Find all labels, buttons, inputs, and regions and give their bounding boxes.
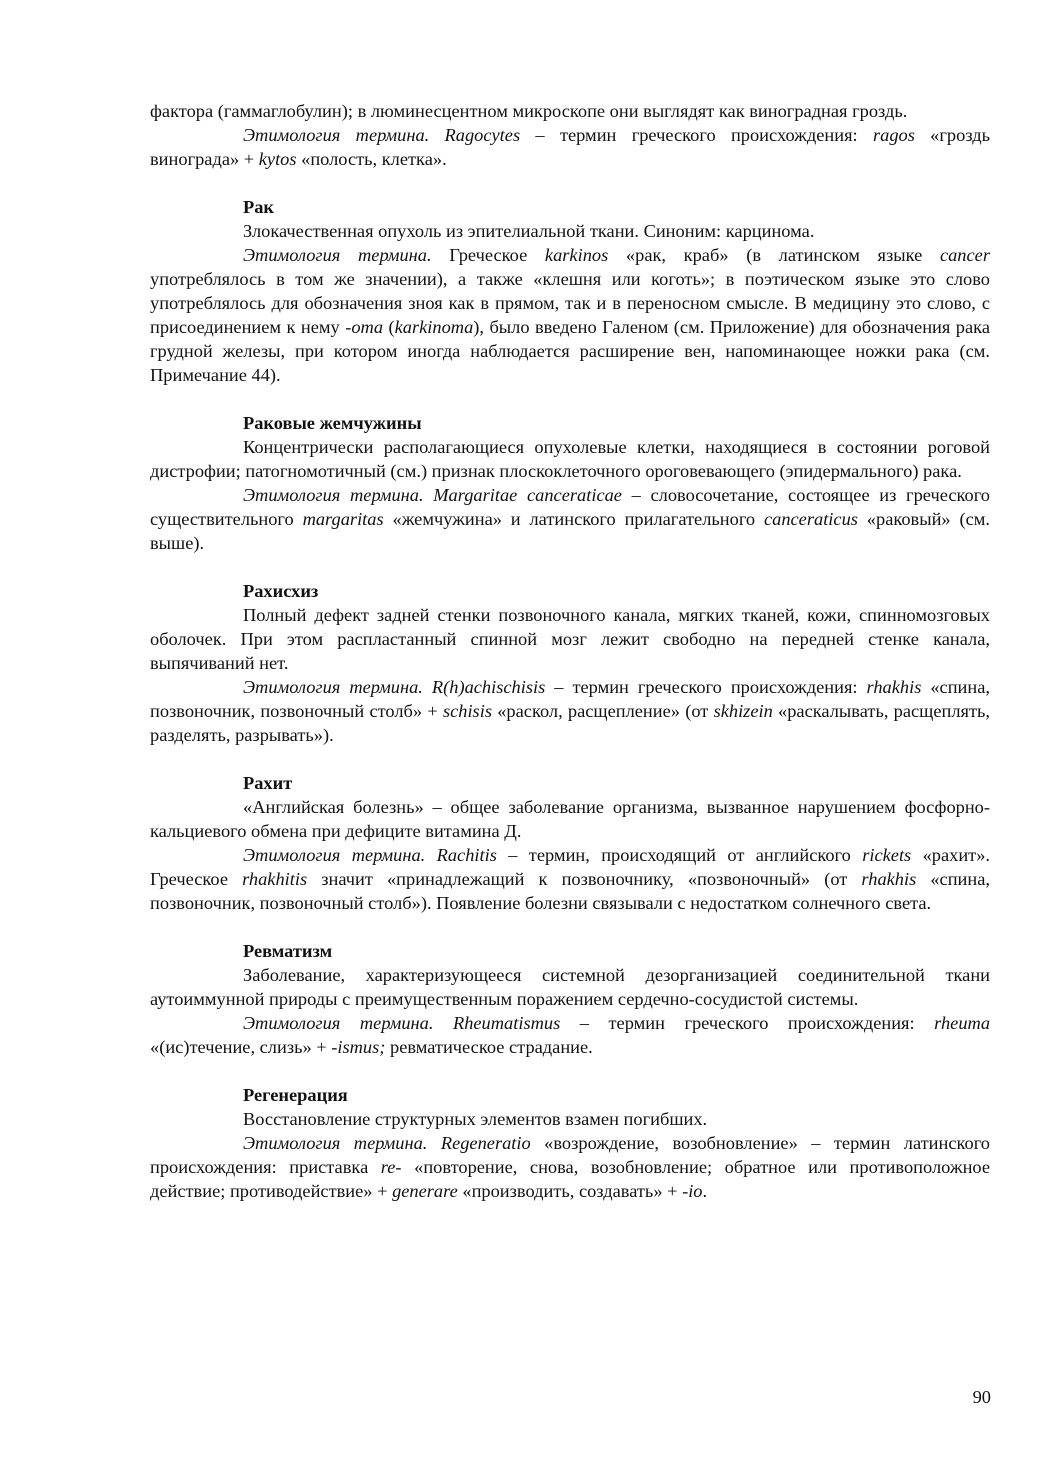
italic-text-run: -oma bbox=[345, 317, 384, 337]
entry-title: Раковые жемчужины bbox=[243, 413, 422, 433]
text-run: «гроздь винограда» + bbox=[150, 125, 990, 169]
entry-definition bbox=[150, 435, 990, 483]
text-run: «повторение, снова, возобновление; обратное или противоположное действие; противодействие» + bbox=[150, 1157, 990, 1201]
intro-etymology bbox=[150, 123, 990, 171]
italic-text-run: margaritas bbox=[302, 509, 384, 529]
text-run: «спина, позвоночник, позвоночный столб»). Появление болезни связывали с недостатком солнечного света. bbox=[150, 869, 990, 913]
text-run: «полость, клетка». bbox=[296, 149, 447, 169]
text-run: Злокачественная опухоль из эпителиальной ткани. Синоним: карцинома. bbox=[243, 221, 815, 241]
text-run: – термин греческого происхождения: bbox=[520, 125, 873, 145]
text-run: «жемчужина» и латинского прилагательного bbox=[383, 509, 764, 529]
text-run: «производить, создавать» + bbox=[457, 1181, 683, 1201]
italic-text-run: Этимология термина. Regeneratio bbox=[243, 1133, 531, 1153]
italic-text-run: rhakhitis bbox=[242, 869, 308, 889]
text-run: «рахит». Греческое bbox=[150, 845, 990, 889]
text-run: «(ис)течение, слизь» + bbox=[150, 1037, 332, 1057]
italic-text-run: canceraticus bbox=[763, 509, 858, 529]
text-run: – термин греческого происхождения: bbox=[560, 1013, 935, 1033]
text-run: – словосочетание, состоящее из греческого существительного bbox=[150, 485, 990, 529]
text-run: «рак, краб» (в латинском языке bbox=[608, 245, 940, 265]
text-run: «спина, позвоночник, позвоночный столб» + bbox=[150, 677, 991, 721]
entry-etymology bbox=[150, 243, 990, 387]
text-run: Восстановление структурных элементов взамен погибших. bbox=[243, 1109, 708, 1129]
entry-definition bbox=[150, 219, 990, 243]
italic-text-run: ragos bbox=[872, 125, 915, 145]
italic-text-run: Этимология термина. Ragocytes bbox=[243, 125, 521, 145]
text-run: Концентрически располагающиеся опухолевые клетки, находящиеся в состоянии роговой дистрофии; патогномотичный (см.) признак плоскоклеточного ороговевающего (эпидермального) рака. bbox=[150, 437, 990, 481]
entry-title: Рахисхиз bbox=[243, 581, 319, 601]
italic-text-run: skhizein bbox=[713, 701, 773, 721]
entry-etymology bbox=[150, 843, 990, 915]
italic-text-run: rhakhis bbox=[866, 677, 922, 697]
entry-title: Рак bbox=[243, 197, 275, 217]
entry-definition bbox=[150, 963, 990, 1011]
intro-paragraph: фактора (гаммаглобулин); в люминесцентном микроскопе они выглядят как виноградная гроздь. bbox=[150, 101, 908, 121]
italic-text-run: cancer bbox=[939, 245, 990, 265]
text-run: Заболевание, характеризующееся системной дезорганизацией соединительной ткани аутоиммунной природы с преимущественным поражением сердечно-сосудистой системы. bbox=[150, 965, 990, 1009]
text-run: ), было введено Галеном (см. Приложение) для обозначения рака грудной железы, при котором иногда наблюдается расширение вен, напоминающее ножки рака (см. Примечание 44). bbox=[150, 317, 990, 385]
italic-text-run: Этимология термина. Rheumatismus bbox=[243, 1013, 561, 1033]
italic-text-run: Этимология термина. Rachitis bbox=[243, 845, 497, 865]
entry-definition bbox=[150, 1107, 990, 1131]
text-run: «раковый» (см. выше). bbox=[150, 509, 991, 553]
entry-title: Ревматизм bbox=[243, 941, 333, 961]
text-run: Полный дефект задней стенки позвоночного канала, мягких тканей, кожи, спинномозговых оболочек. При этом распластанный спинной мозг лежит свободно на передней стенке канала, выпячиваний нет. bbox=[150, 605, 990, 673]
entry-definition bbox=[150, 795, 990, 843]
entry-etymology bbox=[150, 483, 990, 555]
text-run: употреблялось в том же значении), а также «клешня или коготь»; в поэтическом языке это слово употреблялось для обозначения зноя как в прямом, так и в переносном смысле. В медицину это слово, с присоединением к нему bbox=[150, 269, 990, 337]
italic-text-run: -io bbox=[682, 1181, 703, 1201]
italic-text-run: Этимология термина. Margaritae canceraticae bbox=[243, 485, 622, 505]
text-run: ( bbox=[383, 317, 395, 337]
italic-text-run: rickets bbox=[862, 845, 912, 865]
entry-definition bbox=[150, 603, 990, 675]
italic-text-run: -ismus; bbox=[331, 1037, 386, 1057]
italic-text-run: karkinos bbox=[544, 245, 609, 265]
text-run: – термин греческого происхождения: bbox=[545, 677, 867, 697]
italic-text-run: Этимология термина. R(h)achischisis bbox=[243, 677, 546, 697]
italic-text-run: rheuma bbox=[934, 1013, 991, 1033]
italic-text-run: kytos bbox=[258, 149, 297, 169]
text-run: «раскалывать, расщеплять, разделять, разрывать»). bbox=[150, 701, 991, 745]
entry-etymology bbox=[150, 1131, 990, 1203]
italic-text-run: rhakhis bbox=[861, 869, 917, 889]
text-run: . bbox=[702, 1181, 708, 1201]
italic-text-run: Этимология термина. bbox=[243, 245, 432, 265]
text-run: «Английская болезнь» – общее заболевание организма, вызванное нарушением фосфорно-кальциевого обмена при дефиците витамина Д. bbox=[150, 797, 990, 841]
text-run: – термин, происходящий от английского bbox=[496, 845, 863, 865]
entry-etymology bbox=[150, 675, 990, 747]
text-run: «возрождение, возобновление» – термин латинского происхождения: приставка bbox=[150, 1133, 990, 1177]
entry-title: Рахит bbox=[243, 773, 293, 793]
italic-text-run: karkinoma bbox=[394, 317, 474, 337]
italic-text-run: schisis bbox=[442, 701, 492, 721]
italic-text-run: generare bbox=[392, 1181, 458, 1201]
italic-text-run: re- bbox=[380, 1157, 402, 1177]
page-content bbox=[150, 99, 990, 1203]
text-run: ревматическое страдание. bbox=[385, 1037, 593, 1057]
entries-list bbox=[150, 195, 990, 1203]
entry-etymology bbox=[150, 1011, 990, 1059]
text-run: Греческое bbox=[431, 245, 545, 265]
entry-title: Регенерация bbox=[243, 1085, 348, 1105]
page-number: 90 bbox=[972, 1387, 991, 1407]
text-run: «раскол, расщепление» (от bbox=[492, 701, 714, 721]
text-run: значит «принадлежащий к позвоночнику, «позвоночный» (от bbox=[307, 869, 862, 889]
